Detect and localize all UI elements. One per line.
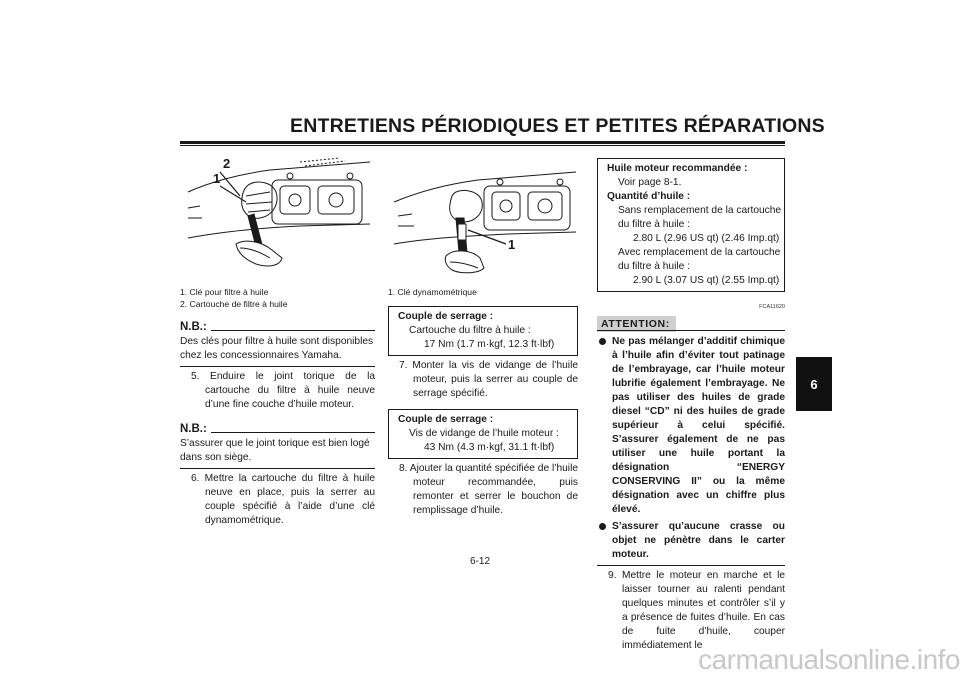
column-middle [388,152,578,518]
spec-line: Vis de vidange de l’huile moteur : [409,428,559,439]
note-heading [180,320,375,334]
attention-text: S’assurer qu’aucune crasse ou objet ne pénètre dans le carter moteur. [612,521,785,560]
watermark: carmanualsonline.info [698,644,960,675]
page-title: ENTRETIENS PÉRIODIQUES ET PETITES RÉPARATIONS [290,115,825,137]
reference-code: FCA11620 [759,304,785,310]
spec-line: du filtre à huile : [618,219,690,230]
attention-bullet [597,520,785,562]
spec-value: 2.90 L (3.07 US qt) (2.55 Imp.qt) [633,275,780,286]
attention-end-rule [597,565,785,566]
step-7: 7. Monter la vis de vidange de l’huile moteur, puis la serrer au couple de serrage spécifié. [399,360,578,399]
note-text: Des clés pour filtre à huile sont disponibles chez les concessionnaires Yamaha. [180,336,374,361]
oil-spec-box [597,158,785,292]
bullet-icon [599,338,606,345]
spec-line: Sans remplacement de la cartouche [618,205,782,216]
bullet-icon [599,523,606,530]
oil-filter-illustration [180,152,375,282]
column-left [180,152,375,528]
figure-callout: 1 [213,171,221,186]
spec-line: Voir page 8-1. [618,177,682,188]
title-rule-thin [180,145,785,146]
attention-bullet [597,335,785,517]
note-label: N.B.: [180,321,207,333]
figure-oil-filter-wrench [180,152,375,282]
spec-value: 2.80 L (2.96 US qt) (2.46 Imp.qt) [633,233,780,244]
torque-spec-box [388,306,578,356]
spec-title: Quantité d’huile : [607,191,691,202]
torque-spec-box [388,409,578,459]
spec-title: Huile moteur recommandée : [607,163,748,174]
attention-heading [597,316,785,332]
figure-caption: 1. Clé dynamométrique [388,287,477,297]
note-text: S’assurer que le joint torique est bien logé dans son siège. [180,438,370,463]
spec-title: Couple de serrage : [398,311,494,322]
figure-caption: 1. Clé pour filtre à huile [180,287,269,297]
note-end-rule [180,366,375,367]
spec-line: du filtre à huile : [618,261,690,272]
title-rule [180,141,785,144]
spec-title: Couple de serrage : [398,414,494,425]
spec-value: 43 Nm (4.3 m·kgf, 31.1 ft·lbf) [424,442,555,453]
figure-torque-wrench [388,152,578,282]
attention-text: Ne pas mélanger d’additif chimique à l’huile afin d’éviter tout patinage de l’embrayage, car l’huile moteur lubrifie également l’embrayage. Ne pas utiliser des huiles de grade diesel “CD” ni des huiles de grade supérieur à celui spécifié. S’assurer également de ne pas utiliser une huile portant la désignation “ENERGY CONSERVING II” ou la même désignation avec un chiffre plus élevé. [612,336,785,515]
step-5: 5. Enduire le joint torique de la cartouche du filtre à huile neuve d’une fine couche d’huile moteur. [191,371,375,410]
step-8: 8. Ajouter la quantité spécifiée de l’huile moteur recommandée, puis remonter et serrer le bouchon de remplissage d’huile. [399,463,578,516]
note-label: N.B.: [180,423,207,435]
torque-wrench-illustration [388,152,578,282]
page-number: 6-12 [470,556,491,567]
attention-label: ATTENTION: [597,316,676,332]
spec-line: Avec remplacement de la cartouche [618,247,781,258]
step-6: 6. Mettre la cartouche du filtre à huile neuve en place, puis la serrer au couple spécifié à l’aide d’une clé dynamométrique. [191,473,375,526]
chapter-tab[interactable]: 6 [796,357,832,411]
step-9: 9. Mettre le moteur en marche et le laisser tourner au ralenti pendant quelques minutes et contrôler s’il y a présence de fuites d’huile. En cas de fuite d’huile, couper immédiatement le [608,570,785,651]
note-end-rule [180,468,375,469]
note-heading [180,422,375,436]
figure-caption: 2. Cartouche de filtre à huile [180,299,288,309]
figure-callout: 1 [508,237,516,252]
spec-value: 17 Nm (1.7 m·kgf, 12.3 ft·lbf) [424,339,555,350]
column-right [597,152,785,653]
spec-line: Cartouche du filtre à huile : [409,325,531,336]
figure-callout: 2 [223,156,231,171]
